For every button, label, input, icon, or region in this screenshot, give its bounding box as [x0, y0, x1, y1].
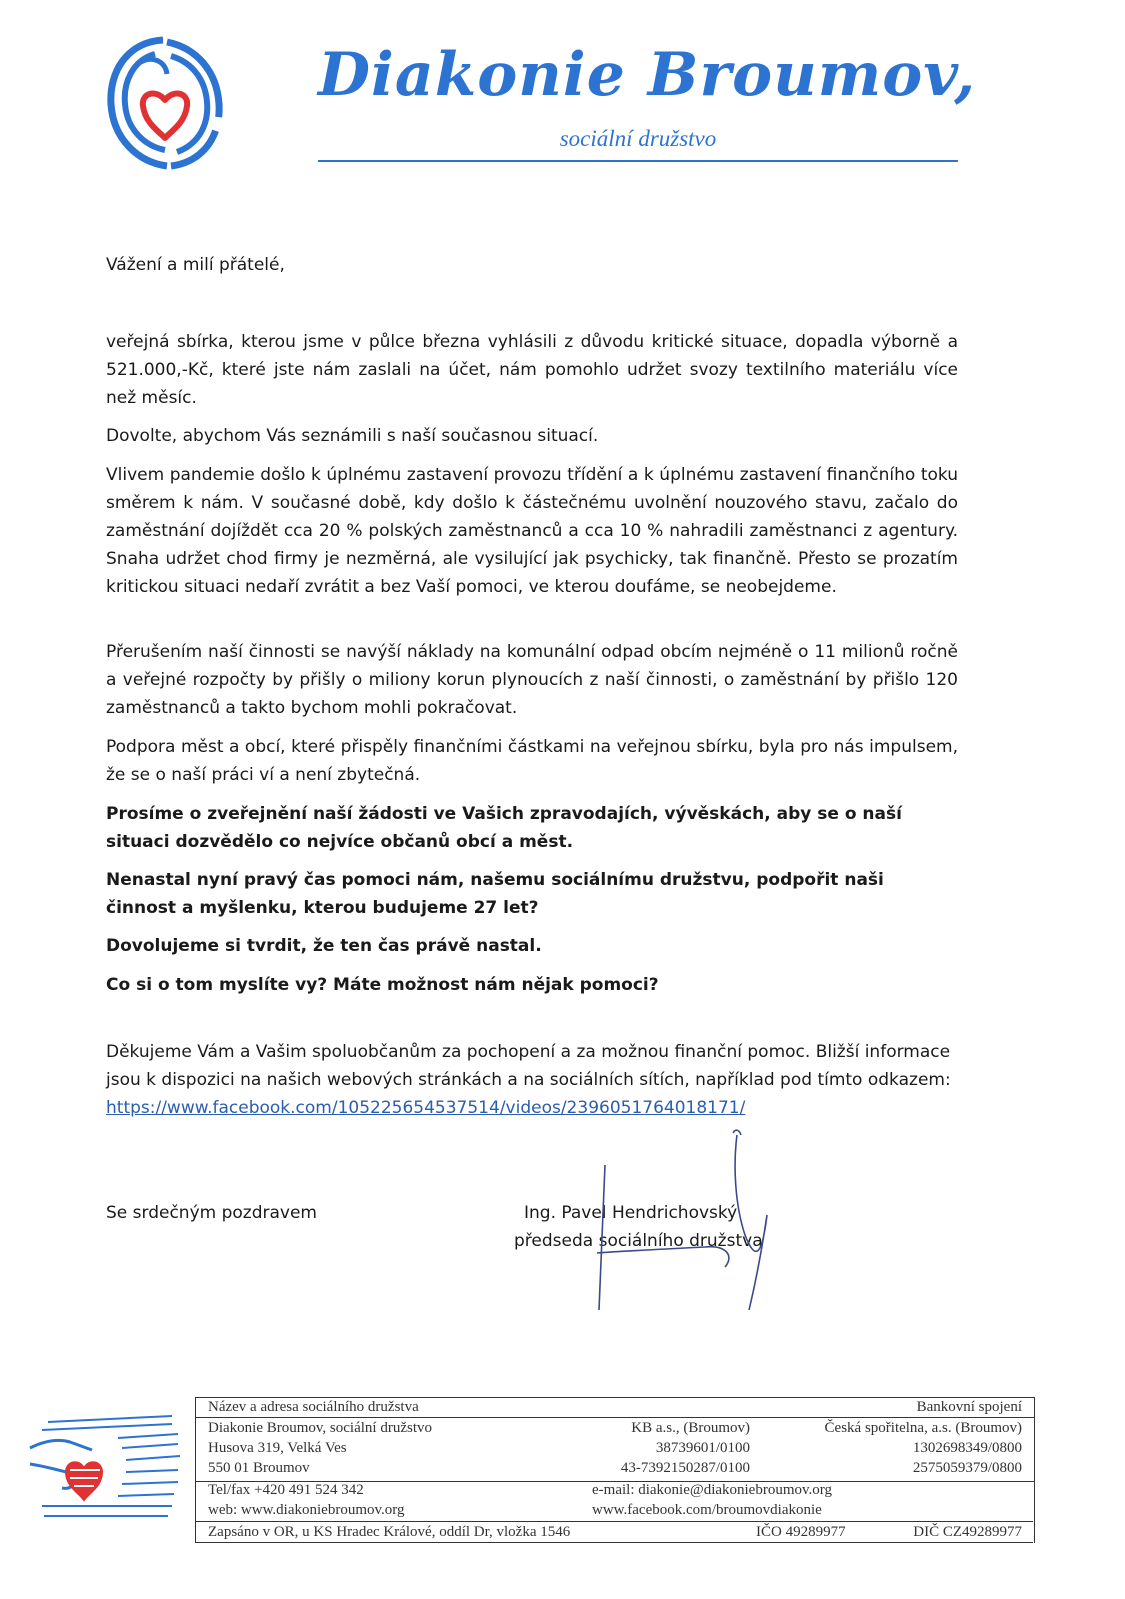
- footer-email[interactable]: e-mail: diakonie@diakoniebroumov.org: [592, 1482, 833, 1498]
- footer-city: 550 01 Broumov: [208, 1460, 310, 1476]
- footer-org-name: Diakonie Broumov, sociální družstvo: [208, 1420, 432, 1436]
- thanks-paragraph: [106, 1038, 958, 1122]
- footer-telfax: Tel/fax +420 491 524 342: [208, 1482, 364, 1498]
- bold-paragraph-4: Co si o tom myslíte vy? Máte možnost nám nějak pomoci?: [106, 975, 659, 995]
- paragraph-2: Dovolte, abychom Vás seznámili s naší současnou situací.: [106, 426, 599, 446]
- closing: Se srdečným pozdravem: [106, 1203, 317, 1223]
- footer-col1-header: Název a adresa sociálního družstva: [208, 1399, 419, 1415]
- footer-bank2-account1: 1302698349/0800: [912, 1440, 1022, 1456]
- salutation: Vážení a milí přátelé,: [106, 255, 285, 275]
- footer-registry: Zapsáno v OR, u KS Hradec Králové, oddíl Dr, vložka 1546: [208, 1524, 571, 1540]
- org-subtitle: sociální družstvo: [559, 126, 717, 151]
- footer-bank2-account2: 2575059379/0800: [912, 1460, 1022, 1476]
- footer-ico: IČO 49289977: [756, 1524, 846, 1540]
- footer-divider: [196, 1417, 1034, 1418]
- bold-paragraph-1: Prosíme o zveřejnění naší žádosti ve Vašich zpravodajích, vývěskách, aby se o naší situaci dozvědělo co nejvíce občanů obcí a měst.: [106, 804, 902, 852]
- footer-bottom-border: [195, 1542, 1033, 1543]
- thanks-text: Děkujeme Vám a Vašim spoluobčanům za pochopení a za možnou finanční pomoc. Bližší informace jsou k dispozici na našich webových stránkách a na sociálních sítích, například pod tímto odkazem:: [106, 1042, 951, 1090]
- hands-heart-logo-icon: [22, 1408, 192, 1526]
- paragraph-1: veřejná sbírka, kterou jsme v půlce března vyhlásili z důvodu kritické situace, dopadla výborně a 521.000,-Kč, které jste nám zaslali na účet, nám pomohlo udržet svozy textilního materiálu více než měsíc.: [106, 332, 958, 408]
- footer-bank1-name: KB a.s., (Broumov): [631, 1420, 750, 1436]
- footer-divider: [195, 1521, 1033, 1522]
- footer-bank1-account1: 38739601/0100: [655, 1440, 750, 1456]
- paragraph-5: Podpora měst a obcí, které přispěly finančními částkami na veřejnou sbírku, byla pro nás impulsem, že se o naší práci ví a není zbytečná.: [106, 737, 958, 785]
- bold-paragraph-3: Dovolujeme si tvrdit, že ten čas právě nastal.: [106, 936, 542, 956]
- footer-dic: DIČ CZ49289977: [913, 1524, 1022, 1540]
- footer-bank1-account2: 43-7392150287/0100: [620, 1460, 750, 1476]
- diakonie-logo-icon: [105, 34, 225, 172]
- paragraph-3: Vlivem pandemie došlo k úplnému zastavení provozu třídění a k úplnému zastavení finančního toku směrem k nám. V současné době, kdy došlo k částečnému uvolnění nouzového stavu, začalo do zaměstnání dojíždět cca 20 % polských zaměstnanců a cca 10 % nahradili zaměstnanci z agentury. Snaha udržet chod firmy je nezměrná, ale vysilující jak psychicky, tak finančně. Přesto se prozatím kritickou situaci nedaří zvrátit a bez Vaší pomoci, ve kterou doufáme, se neobejdeme.: [106, 465, 958, 597]
- footer-bank-header: Bankovní spojení: [916, 1399, 1022, 1415]
- footer-bank2-name: Česká spořitelna, a.s. (Broumov): [824, 1420, 1022, 1436]
- org-name: Diakonie Broumov,: [318, 40, 977, 110]
- header-divider: [318, 160, 958, 162]
- facebook-video-link[interactable]: https://www.facebook.com/105225654537514/videos/2396051764018171/: [106, 1098, 746, 1118]
- handwritten-signature: [585, 1125, 785, 1320]
- footer-web[interactable]: web: www.diakoniebroumov.org: [208, 1502, 405, 1518]
- signatory-title: předseda sociálního družstva: [514, 1231, 763, 1251]
- paragraph-4: Přerušením naší činnosti se navýší náklady na komunální odpad obcím nejméně o 11 milionů ročně a veřejné rozpočty by přišly o miliony korun plynoucích z naší činnosti, o zaměstnání by přišlo 120 zaměstnanců a takto bychom mohli pokračovat.: [106, 642, 958, 718]
- footer-facebook[interactable]: www.facebook.com/broumovdiakonie: [592, 1502, 822, 1518]
- signatory-name: Ing. Pavel Hendrichovský: [524, 1203, 738, 1223]
- footer-street: Husova 319, Velká Ves: [208, 1440, 347, 1456]
- bold-paragraph-2: Nenastal nyní pravý čas pomoci nám, našemu sociálnímu družstvu, podpořit naši činnost a myšlenku, kterou budujeme 27 let?: [106, 870, 884, 918]
